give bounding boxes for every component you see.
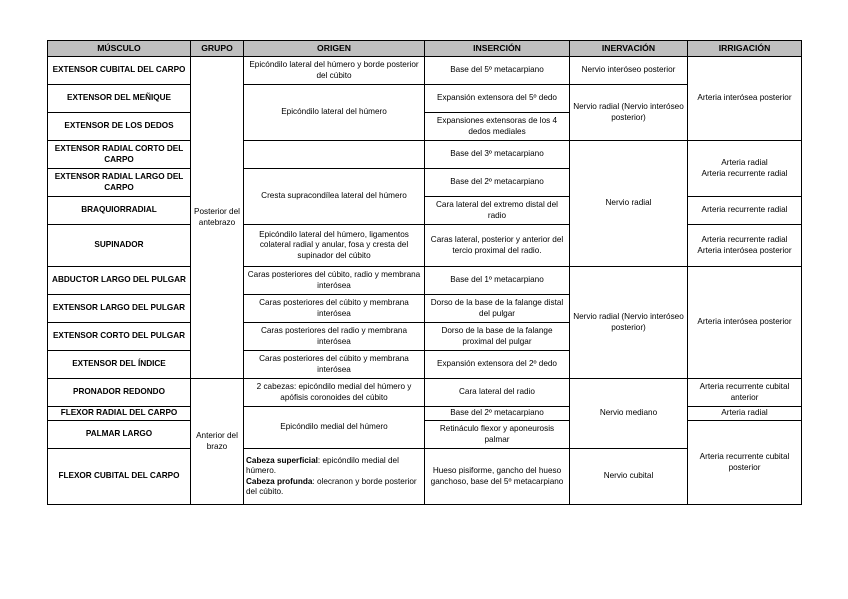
- insertion-cell: Expansión extensora del 2º dedo: [425, 351, 570, 379]
- insertion-cell: Retináculo flexor y aponeurosis palmar: [425, 421, 570, 449]
- innervation-cell: Nervio radial (Nervio interóseo posterior): [570, 267, 688, 379]
- muscle-table: [47, 40, 802, 505]
- origin-cell: [244, 449, 425, 505]
- innervation-cell: Nervio cubital: [570, 449, 688, 505]
- innervation-cell: Nervio radial (Nervio interóseo posterior): [570, 85, 688, 141]
- insertion-cell: Cara lateral del extremo distal del radio: [425, 197, 570, 225]
- insertion-cell: Caras lateral, posterior y anterior del tercio proximal del radio.: [425, 225, 570, 267]
- origin-cell: Epicóndilo lateral del húmero y borde posterior del cúbito: [244, 57, 425, 85]
- header-musculo: MÚSCULO: [48, 41, 191, 57]
- insertion-cell: Dorso de la base de la falange distal del pulgar: [425, 295, 570, 323]
- muscle-name: PRONADOR REDONDO: [48, 379, 191, 407]
- table-row: [48, 57, 802, 85]
- innervation-cell: Nervio mediano: [570, 379, 688, 449]
- table-row: [48, 267, 802, 295]
- header-row: [48, 41, 802, 57]
- insertion-cell: Dorso de la base de la falange proximal del pulgar: [425, 323, 570, 351]
- insertion-cell: Hueso pisiforme, gancho del hueso ganchoso, base del 5º metacarpiano: [425, 449, 570, 505]
- text-profunda: : olecranon y borde posterior del cúbito.: [246, 476, 417, 496]
- irrigation-cell: Arteria recurrente cubital anterior: [688, 379, 802, 407]
- origin-line-profunda: [246, 477, 422, 498]
- innervation-cell: Nervio interóseo posterior: [570, 57, 688, 85]
- table-row: [48, 407, 802, 421]
- origin-line-superficial: [246, 456, 422, 477]
- irrigation-cell: Arteria recurrente radial: [688, 197, 802, 225]
- origin-cell: 2 cabezas: epicóndilo medial del húmero y apófisis coronoides del cúbito: [244, 379, 425, 407]
- insertion-cell: Base del 3º metacarpiano: [425, 141, 570, 169]
- insertion-cell: Cara lateral del radio: [425, 379, 570, 407]
- origin-cell: Epicóndilo lateral del húmero: [244, 85, 425, 141]
- irrigation-line: Arteria radial: [721, 158, 768, 167]
- irrigation-cell: Arteria recurrente cubital posterior: [688, 421, 802, 505]
- muscle-name: ABDUCTOR LARGO DEL PULGAR: [48, 267, 191, 295]
- insertion-cell: Base del 5º metacarpiano: [425, 57, 570, 85]
- table-row: [48, 421, 802, 449]
- irrigation-cell: Arteria radial: [688, 407, 802, 421]
- irrigation-cell: [688, 225, 802, 267]
- muscle-name: EXTENSOR LARGO DEL PULGAR: [48, 295, 191, 323]
- origin-cell: Epicóndilo lateral del húmero, ligamentos colateral radial y anular, fosa y cresta del supinador del cúbito: [244, 225, 425, 267]
- header-grupo: GRUPO: [191, 41, 244, 57]
- origin-cell: Caras posteriores del cúbito, radio y membrana interósea: [244, 267, 425, 295]
- origin-cell: Caras posteriores del cúbito y membrana interósea: [244, 351, 425, 379]
- muscle-name: FLEXOR RADIAL DEL CARPO: [48, 407, 191, 421]
- group-cell-posterior: Posterior del antebrazo: [191, 57, 244, 379]
- text-superficial: : epicóndilo medial del húmero.: [246, 455, 399, 475]
- muscle-name: EXTENSOR DEL ÍNDICE: [48, 351, 191, 379]
- muscle-name: BRAQUIORRADIAL: [48, 197, 191, 225]
- irrigation-line: Arteria recurrente radial: [701, 235, 788, 244]
- header-inervacion: INERVACIÓN: [570, 41, 688, 57]
- header-origen: ORIGEN: [244, 41, 425, 57]
- irrigation-line: Arteria recurrente radial: [701, 168, 788, 178]
- label-superficial: Cabeza superficial: [246, 455, 318, 465]
- muscle-name: EXTENSOR DE LOS DEDOS: [48, 113, 191, 141]
- insertion-cell: Base del 2º metacarpiano: [425, 169, 570, 197]
- origin-cell: Epicóndilo medial del húmero: [244, 407, 425, 449]
- table-row: [48, 197, 802, 225]
- origin-cell: Caras posteriores del cúbito y membrana interósea: [244, 295, 425, 323]
- origin-cell: [244, 141, 425, 169]
- muscle-name: EXTENSOR RADIAL LARGO DEL CARPO: [48, 169, 191, 197]
- muscle-name: FLEXOR CUBITAL DEL CARPO: [48, 449, 191, 505]
- table-row: [48, 379, 802, 407]
- table-row: [48, 141, 802, 169]
- muscle-name: EXTENSOR CORTO DEL PULGAR: [48, 323, 191, 351]
- muscle-name: PALMAR LARGO: [48, 421, 191, 449]
- insertion-cell: Expansiones extensoras de los 4 dedos mediales: [425, 113, 570, 141]
- muscle-name: EXTENSOR DEL MEÑIQUE: [48, 85, 191, 113]
- header-irrigacion: IRRIGACIÓN: [688, 41, 802, 57]
- insertion-cell: Expansión extensora del 5º dedo: [425, 85, 570, 113]
- origin-cell: Caras posteriores del radio y membrana interósea: [244, 323, 425, 351]
- irrigation-cell: Arteria interósea posterior: [688, 57, 802, 141]
- muscle-name: SUPINADOR: [48, 225, 191, 267]
- irrigation-cell: [688, 141, 802, 197]
- irrigation-line: Arteria interósea posterior: [697, 245, 792, 255]
- muscle-name: EXTENSOR RADIAL CORTO DEL CARPO: [48, 141, 191, 169]
- muscle-name: EXTENSOR CUBITAL DEL CARPO: [48, 57, 191, 85]
- irrigation-cell: Arteria interósea posterior: [688, 267, 802, 379]
- innervation-cell: Nervio radial: [570, 141, 688, 267]
- origin-cell: Cresta supracondílea lateral del húmero: [244, 169, 425, 225]
- insertion-cell: Base del 2º metacarpiano: [425, 407, 570, 421]
- header-insercion: INSERCIÓN: [425, 41, 570, 57]
- insertion-cell: Base del 1º metacarpiano: [425, 267, 570, 295]
- table-row: [48, 225, 802, 267]
- label-profunda: Cabeza profunda: [246, 476, 313, 486]
- group-cell-anterior: Anterior del brazo: [191, 379, 244, 505]
